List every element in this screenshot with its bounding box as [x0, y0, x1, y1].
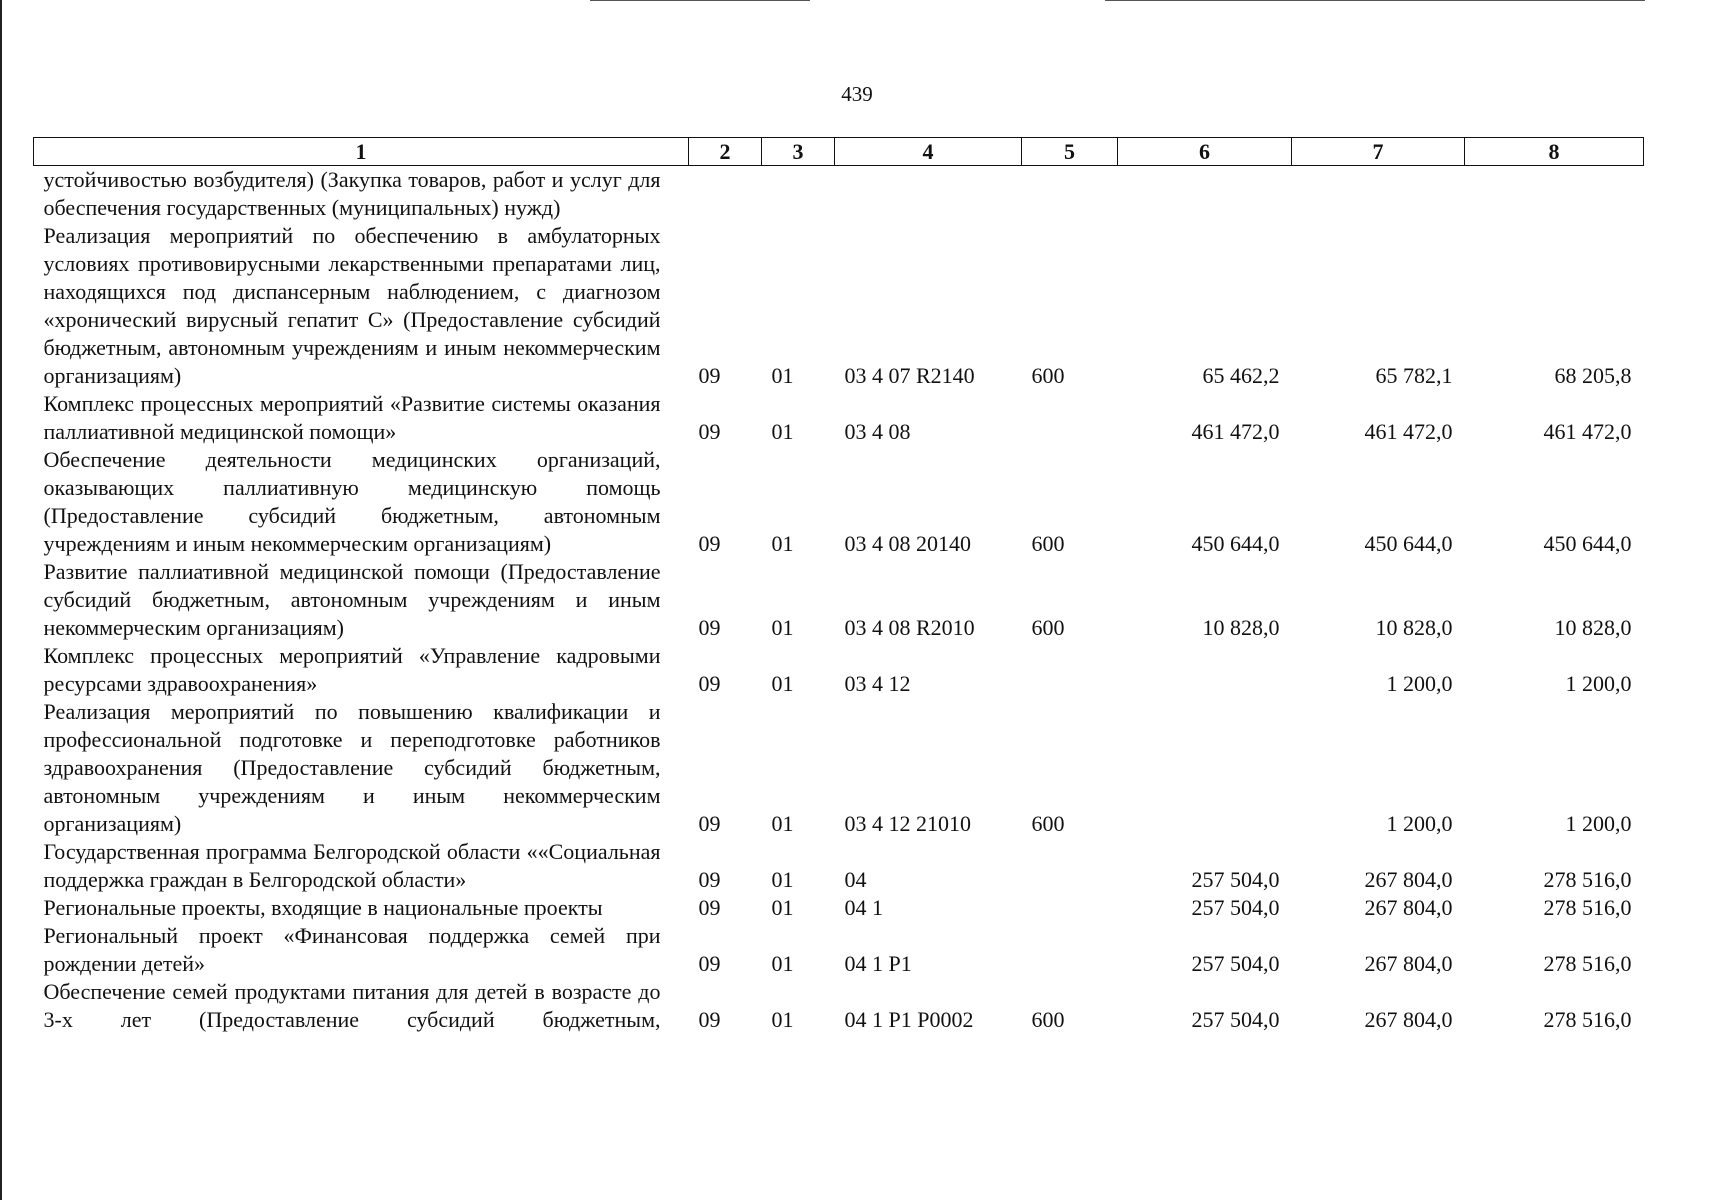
header-col-7: 7: [1292, 138, 1465, 166]
row-col-6: 257 504,0: [1191, 951, 1280, 976]
row-col-8: [1465, 166, 1644, 223]
row-col-2: 09: [698, 615, 721, 640]
row-col-5: [1022, 922, 1118, 978]
row-col-5: [1022, 166, 1118, 223]
scan-top-line: [590, 0, 810, 1]
row-col-2: 09: [698, 867, 721, 892]
row-col-4: 04 1 P1 P0002: [844, 1007, 974, 1032]
row-col-8: 1 200,0: [1565, 811, 1632, 836]
row-col-5: [1022, 390, 1118, 446]
row-col-6: 10 828,0: [1202, 615, 1280, 640]
row-col-2: 09: [698, 895, 721, 920]
row-col-5: [1022, 642, 1118, 698]
row-col-2: 09: [698, 531, 721, 556]
row-col-3: 01: [771, 1007, 794, 1032]
row-col-2: 09: [698, 671, 721, 696]
row-col-7: 450 644,0: [1364, 531, 1453, 556]
header-col-2: 2: [689, 138, 762, 166]
row-col-4: 04 1 P1: [844, 951, 912, 976]
table-row: [34, 922, 1644, 978]
row-col-2: 09: [698, 951, 721, 976]
row-col-3: 01: [771, 671, 794, 696]
row-name: Развитие паллиативной медицинской помощи (Предоставление субсидий бюджетным, автономным учреждениям и иным некоммерческим организациям): [43, 559, 661, 640]
row-col-4: 03 4 08: [844, 419, 911, 444]
row-col-2: 09: [698, 419, 721, 444]
row-col-2: 09: [698, 1007, 721, 1032]
row-col-4: 03 4 08 20140: [844, 531, 971, 556]
row-col-5: 600: [1031, 811, 1065, 836]
row-col-3: 01: [771, 811, 794, 836]
row-col-3: 01: [771, 951, 794, 976]
table-row: [34, 978, 1644, 1034]
row-name: Реализация мероприятий по повышению квалификации и профессиональной подготовке и переподготовке работников здравоохранения (Предоставление субсидий бюджетным, автономным учреждениям и иным некоммерческим организациям): [43, 699, 661, 836]
row-col-6: [1118, 698, 1292, 838]
table-row: [34, 642, 1644, 698]
row-col-7: 1 200,0: [1386, 671, 1453, 696]
row-col-3: 01: [771, 531, 794, 556]
row-col-7: 1 200,0: [1386, 811, 1453, 836]
scan-left-edge: [0, 0, 2, 1200]
header-col-6: 6: [1118, 138, 1292, 166]
row-col-2: [689, 166, 762, 223]
row-col-5: [1022, 894, 1118, 922]
row-col-7: [1292, 166, 1465, 223]
row-name: устойчивостью возбудителя) (Закупка товаров, работ и услуг для обеспечения государственных (муниципальных) нужд): [43, 167, 661, 220]
table-row: [34, 390, 1644, 446]
table-row: [34, 166, 1644, 223]
row-col-8: 278 516,0: [1543, 951, 1632, 976]
row-col-8: 461 472,0: [1543, 419, 1632, 444]
row-name: Региональный проект «Финансовая поддержка семей при рождении детей»: [43, 923, 661, 976]
table-header: [34, 138, 1644, 166]
row-col-5: 600: [1031, 615, 1065, 640]
row-col-4: 03 4 12 21010: [844, 811, 971, 836]
row-col-5: 600: [1031, 363, 1065, 388]
row-col-6: 461 472,0: [1191, 419, 1280, 444]
budget-table: [33, 137, 1644, 1034]
table-row: [34, 698, 1644, 838]
row-name: Комплекс процессных мероприятий «Развитие системы оказания паллиативной медицинской помощи»: [43, 391, 661, 444]
row-col-5: [1022, 838, 1118, 894]
row-col-8: 278 516,0: [1543, 895, 1632, 920]
row-col-8: 1 200,0: [1565, 671, 1632, 696]
row-name: Обеспечение деятельности медицинских организаций, оказывающих паллиативную медицинскую помощь (Предоставление субсидий бюджетным, автономным учреждениям и иным некоммерческим организациям): [43, 447, 661, 556]
row-col-3: 01: [771, 363, 794, 388]
row-col-3: 01: [771, 895, 794, 920]
row-col-4: 04: [844, 867, 867, 892]
row-col-6: [1118, 166, 1292, 223]
row-col-7: 461 472,0: [1364, 419, 1453, 444]
row-col-3: 01: [771, 419, 794, 444]
row-col-6: 65 462,2: [1202, 363, 1280, 388]
row-col-2: 09: [698, 363, 721, 388]
row-col-4: [835, 166, 1022, 223]
row-col-8: 278 516,0: [1543, 1007, 1632, 1032]
row-col-8: 450 644,0: [1543, 531, 1632, 556]
row-col-3: 01: [771, 615, 794, 640]
row-col-6: 257 504,0: [1191, 895, 1280, 920]
row-col-6: 450 644,0: [1191, 531, 1280, 556]
page-number: 439: [841, 82, 873, 106]
row-col-3: 01: [771, 867, 794, 892]
row-col-4: 03 4 12: [844, 671, 911, 696]
row-name: Реализация мероприятий по обеспечению в амбулаторных условиях противовирусными лекарственными препаратами лиц, находящихся под диспансерным наблюдением, с диагнозом «хронический вирусный гепатит С» (Предоставление субсидий бюджетным, автономным учреждениям и иным некоммерческим организациям): [43, 223, 661, 388]
row-col-6: [1118, 642, 1292, 698]
scan-top-line: [1105, 0, 1645, 1]
row-col-6: 257 504,0: [1191, 867, 1280, 892]
row-col-4: 03 4 07 R2140: [844, 363, 975, 388]
header-row: [34, 138, 1644, 166]
row-col-8: 68 205,8: [1554, 363, 1632, 388]
row-col-8: 10 828,0: [1554, 615, 1632, 640]
table-row: [34, 838, 1644, 894]
row-col-7: 267 804,0: [1364, 895, 1453, 920]
table-row: [34, 894, 1644, 922]
row-col-8: 278 516,0: [1543, 867, 1632, 892]
row-col-6: 257 504,0: [1191, 1007, 1280, 1032]
header-col-8: 8: [1465, 138, 1644, 166]
row-col-2: 09: [698, 811, 721, 836]
table-row: [34, 446, 1644, 558]
row-name: Региональные проекты, входящие в национальные проекты: [43, 895, 603, 920]
row-col-7: 267 804,0: [1364, 951, 1453, 976]
row-col-5: 600: [1031, 1007, 1065, 1032]
header-col-1: 1: [34, 138, 689, 166]
table-row: [34, 558, 1644, 642]
row-col-7: 267 804,0: [1364, 867, 1453, 892]
row-col-4: 03 4 08 R2010: [844, 615, 975, 640]
row-col-7: 267 804,0: [1364, 1007, 1453, 1032]
header-col-5: 5: [1022, 138, 1118, 166]
table-row: [34, 222, 1644, 390]
row-col-7: 10 828,0: [1375, 615, 1453, 640]
table-body: [34, 166, 1644, 1035]
header-col-4: 4: [835, 138, 1022, 166]
budget-table-container: [33, 137, 1643, 1034]
row-name: Комплекс процессных мероприятий «Управление кадровыми ресурсами здравоохранения»: [43, 643, 661, 696]
row-name: Обеспечение семей продуктами питания для детей в возрасте до 3-х лет (Предоставление субсидий бюджетным,: [43, 979, 661, 1032]
row-name: Государственная программа Белгородской области ««Социальная поддержка граждан в Белгородской области»: [43, 839, 661, 892]
row-col-7: 65 782,1: [1375, 363, 1453, 388]
row-col-3: [762, 166, 835, 223]
row-col-4: 04 1: [844, 895, 883, 920]
row-col-5: 600: [1031, 531, 1065, 556]
header-col-3: 3: [762, 138, 835, 166]
